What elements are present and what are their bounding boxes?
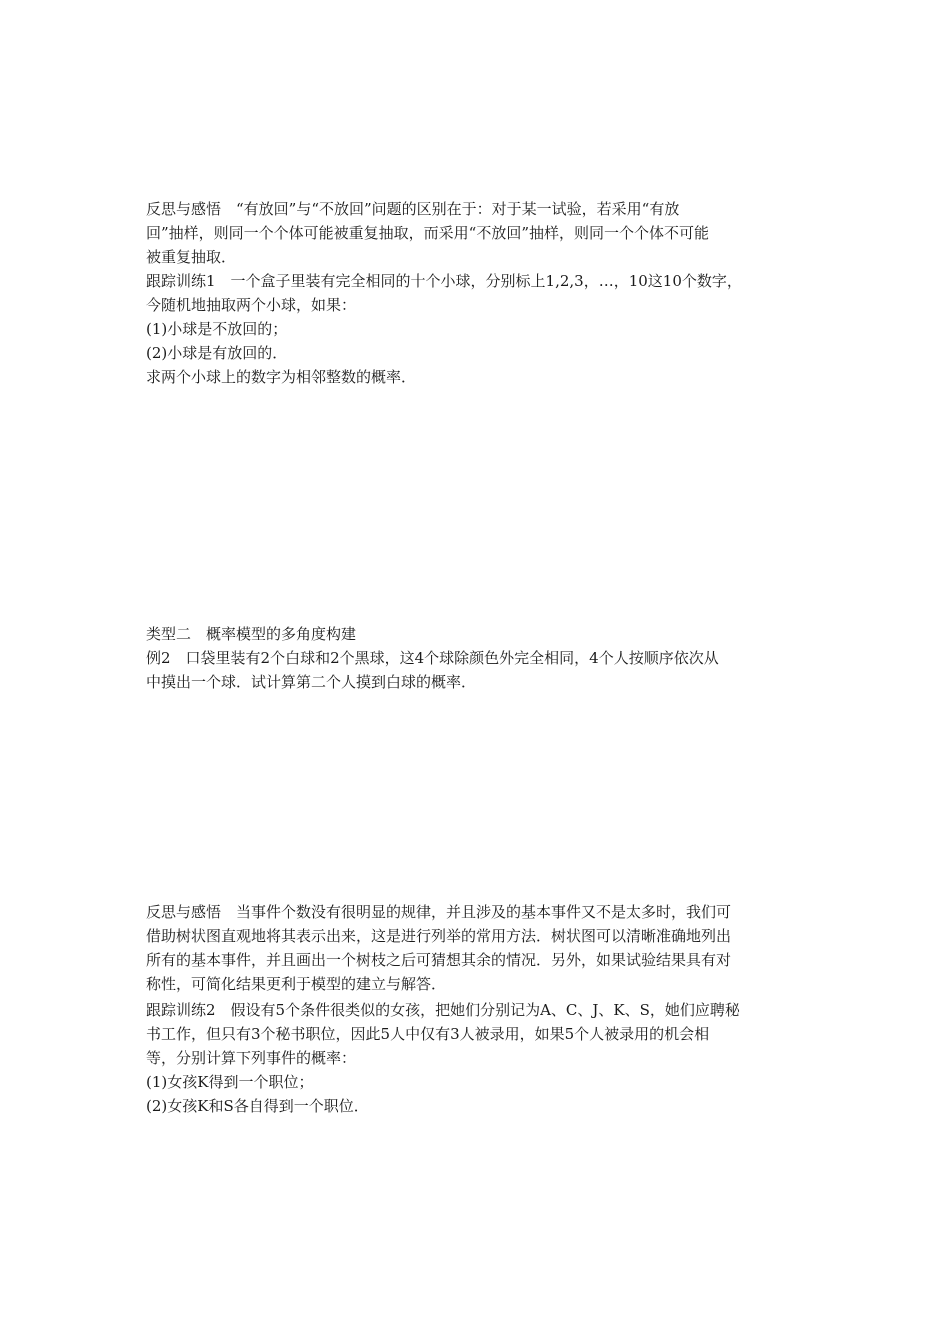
section-title: 类型二 概率模型的多角度构建 [146,625,357,643]
text-line: (1)小球是不放回的； [146,320,288,338]
section-heading-type2 [146,622,814,646]
text-line: 今随机地抽取两个小球，如果： [146,296,357,314]
text-line: 书工作，但只有3个秘书职位，因此5人中仅有3人被录用，如果5个人被录用的机会相 [146,1025,710,1043]
text-line: 称性，可简化结果更利于模型的建立与解答． [146,975,447,993]
training-exercise-1 [146,269,814,389]
reflection-paragraph-2 [146,900,814,996]
text-line: (1)女孩K得到一个职位； [146,1073,314,1091]
text-line: 反思与感悟 当事件个数没有很明显的规律，并且涉及的基本事件又不是太多时，我们可 [146,903,732,921]
text-line: (2)小球是有放回的． [146,344,288,362]
text-line: 跟踪训练1 一个盒子里装有完全相同的十个小球，分别标上1,2,3，…，10这10个数字， [146,272,742,290]
reflection-paragraph-1 [146,197,814,269]
text-line: 中摸出一个球．试计算第二个人摸到白球的概率． [146,673,477,691]
text-line: 借助树状图直观地将其表示出来，这是进行列举的常用方法．树状图可以清晰准确地列出 [146,927,732,945]
example-2 [146,646,814,694]
text-line: 求两个小球上的数字为相邻整数的概率． [146,368,417,386]
text-line: 回”抽样，则同一个个体可能被重复抽取，而采用“不放回”抽样，则同一个个体不可能 [146,224,710,242]
text-line: 被重复抽取． [146,248,237,266]
text-line: 所有的基本事件，并且画出一个树枝之后可猜想其余的情况．另外，如果试验结果具有对 [146,951,732,969]
text-line: 例2 口袋里装有2个白球和2个黑球，这4个球除颜色外完全相同，4个人按顺序依次从 [146,649,719,667]
training-exercise-2 [146,998,814,1118]
text-line: 跟踪训练2 假设有5个条件很类似的女孩，把她们分别记为A、C、J、K、S，她们应聘秘 [146,1001,740,1019]
text-line: 等，分别计算下列事件的概率： [146,1049,357,1067]
text-line: 反思与感悟 “有放回”与“不放回”问题的区别在于：对于某一试验，若采用“有放 [146,200,680,218]
text-line: (2)女孩K和S各自得到一个职位． [146,1097,369,1115]
